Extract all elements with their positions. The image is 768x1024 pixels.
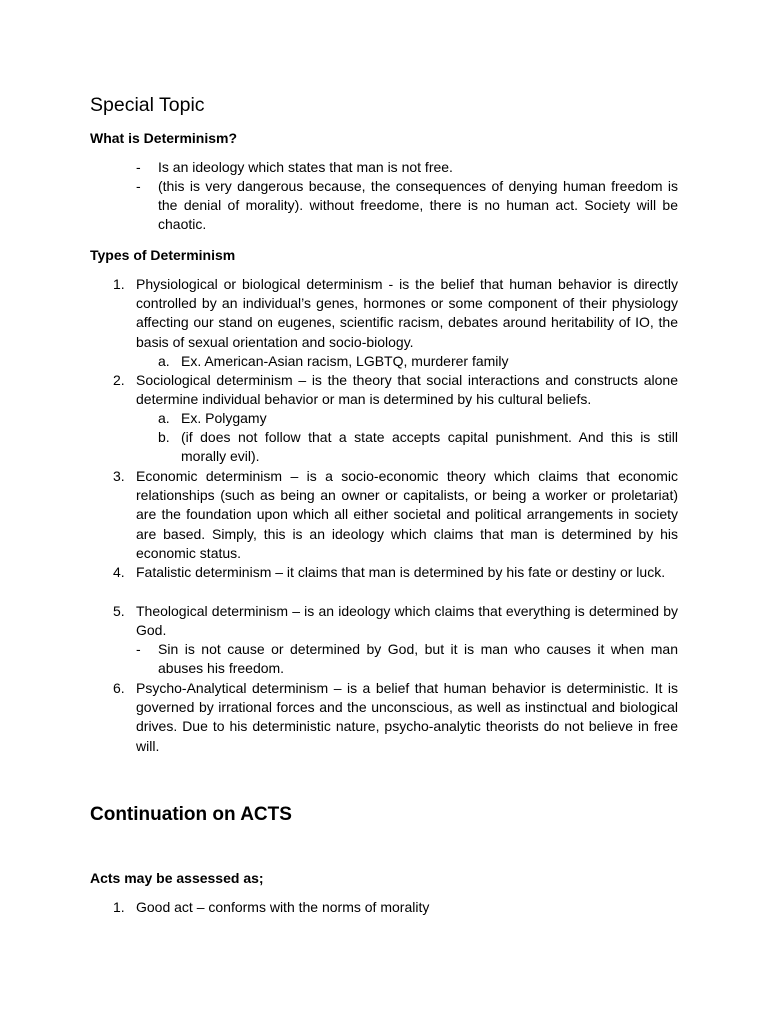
type-item-fatalistic: Fatalistic determinism – it claims that man is determined by his fate or destiny or luck. xyxy=(136,564,666,580)
bullet-dash-marker: - xyxy=(136,159,141,175)
list-marker: 6. xyxy=(113,680,125,696)
type-item-psycho-analytical: Psycho-Analytical determinism – is a belief that human behavior is deterministic. It is governed by irrational forces and the unconscious, as well as instinctual and biological drives. Due to his deterministic nature, psycho-analytic theorists do not believe in free will. xyxy=(136,680,678,754)
sub-item-example: Ex. Polygamy xyxy=(181,410,267,426)
sub-list-marker: - xyxy=(136,641,141,657)
list-marker: 1. xyxy=(113,276,125,292)
section-heading-acts-assessed: Acts may be assessed as; xyxy=(90,870,264,886)
type-item-theological: Theological determinism – is an ideology which claims that everything is determined by God. xyxy=(136,603,678,639)
type-item-economic: Economic determinism – is a socio-economic theory which claims that economic relationships (such as being an owner or capitalists, or being a worker or proletariat) are the foundation upon which all either societal and political arrangements in society are based. Simply, this is an ideology which claims that man is determined by his economic status. xyxy=(136,468,678,561)
sub-item-note: Sin is not cause or determined by God, but it is man who causes it when man abuses his freedom. xyxy=(158,641,678,677)
sub-list-marker: a. xyxy=(158,410,170,426)
intro-item-2: (this is very dangerous because, the consequences of denying human freedom is the denial of morality). without freedome, there is no human act. Society will be chaotic. xyxy=(158,178,678,233)
bullet-dash-marker: - xyxy=(136,178,141,194)
type-item-sociological: Sociological determinism – is the theory that social interactions and constructs alone determine individual behavior or man is determined by his cultural beliefs. xyxy=(136,372,678,408)
section-heading-types-of-determinism: Types of Determinism xyxy=(90,247,236,263)
section-heading-what-is-determinism: What is Determinism? xyxy=(90,130,238,146)
acts-item-good-act: Good act – conforms with the norms of morality xyxy=(136,899,430,915)
list-marker: 3. xyxy=(113,468,125,484)
list-marker: 4. xyxy=(113,564,125,580)
sub-item-example: Ex. American-Asian racism, LGBTQ, murderer family xyxy=(181,353,509,369)
sub-item-note: (if does not follow that a state accepts capital punishment. And this is still morally evil). xyxy=(181,429,678,465)
type-item-physiological: Physiological or biological determinism - is the belief that human behavior is directly controlled by an individual’s genes, hormones or some component of their physiology affecting our stand on eugenes, scientific racism, debates around heritability of IO, the basis of sexual orientation and socio-biology. xyxy=(136,276,678,350)
list-marker: 2. xyxy=(113,372,125,388)
section-title-continuation: Continuation on ACTS xyxy=(90,804,292,825)
list-marker: 1. xyxy=(113,899,125,915)
page-title: Special Topic xyxy=(90,94,205,116)
intro-item-1: Is an ideology which states that man is not free. xyxy=(158,159,453,175)
sub-list-marker: b. xyxy=(158,429,170,445)
sub-list-marker: a. xyxy=(158,353,170,369)
list-marker: 5. xyxy=(113,603,125,619)
